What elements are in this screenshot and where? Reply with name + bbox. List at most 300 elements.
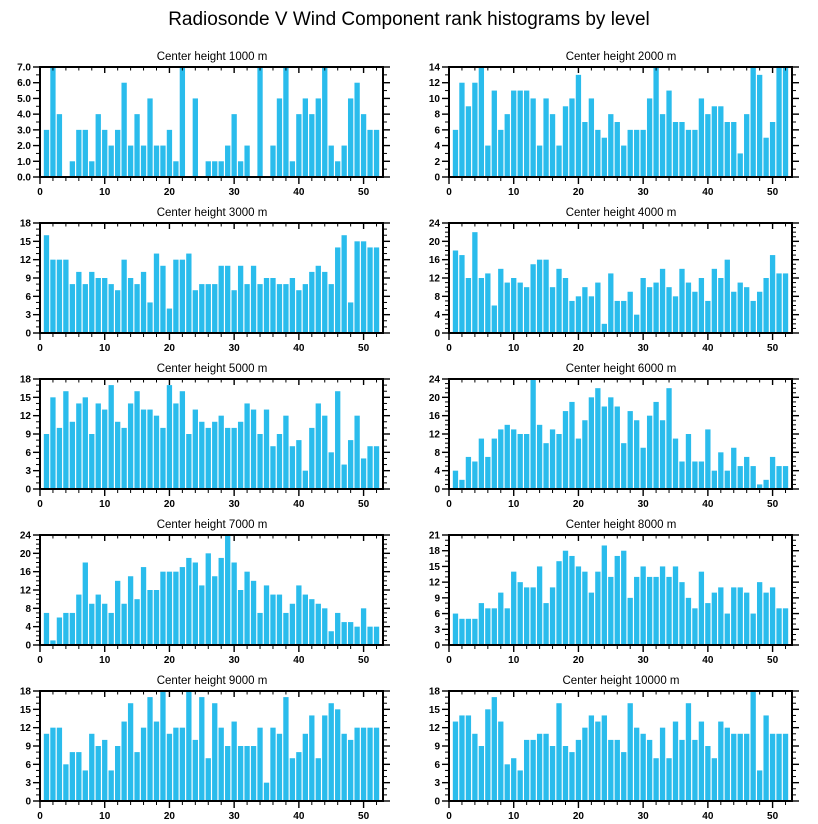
x-tick-label: 30 [637, 499, 649, 510]
bar [556, 146, 561, 177]
bar [608, 577, 613, 645]
x-tick-label: 30 [228, 187, 240, 198]
bar [537, 425, 542, 489]
bar [718, 452, 723, 489]
histogram-4000m [409, 203, 818, 359]
subplot-title-9000m: Center height 9000 m [156, 675, 268, 687]
bar [647, 98, 652, 177]
y-tick-label: 0 [25, 328, 31, 340]
bar [270, 728, 275, 801]
bar [621, 301, 626, 333]
bar [296, 114, 301, 177]
bar [705, 746, 710, 801]
bar [367, 627, 372, 645]
bar [154, 590, 159, 645]
y-tick-label: 20 [428, 392, 440, 404]
bar [576, 75, 581, 177]
y-tick-label: 24 [428, 218, 440, 230]
bar [763, 480, 768, 489]
bar [660, 728, 665, 801]
x-tick-label: 30 [637, 655, 649, 666]
y-tick-label: 16 [19, 567, 31, 579]
bar [102, 410, 107, 489]
histogram-plot-10000m [429, 687, 799, 823]
bar [666, 91, 671, 177]
bar [329, 284, 334, 333]
bar [83, 130, 88, 177]
x-tick-label: 20 [572, 499, 584, 510]
bar [348, 622, 353, 645]
bar [712, 471, 717, 489]
bar [180, 67, 185, 177]
bar [524, 434, 529, 489]
bar [641, 566, 646, 645]
bar [244, 572, 249, 645]
bar [232, 563, 237, 646]
bar [602, 545, 607, 645]
bar [173, 403, 178, 489]
bar [160, 428, 165, 489]
bar [70, 752, 75, 801]
bar [367, 247, 372, 333]
bar [705, 603, 710, 645]
bar [647, 740, 652, 801]
y-tick-label: 16 [428, 255, 440, 267]
x-tick-label: 10 [508, 811, 520, 822]
bar [589, 397, 594, 489]
bar [134, 599, 139, 645]
bar [543, 443, 548, 489]
subplot-title-2000m: Center height 2000 m [565, 51, 677, 63]
x-tick-label: 30 [228, 343, 240, 354]
bar [134, 284, 139, 333]
bar [744, 114, 749, 177]
bar [102, 604, 107, 645]
histogram-plot-5000m [20, 375, 390, 511]
bar [666, 577, 671, 645]
y-tick-label: 20 [428, 236, 440, 248]
bar [193, 98, 198, 177]
bar [134, 752, 139, 801]
bar [316, 266, 321, 333]
bar [193, 740, 198, 801]
bar [699, 462, 704, 490]
bar [361, 458, 366, 489]
bar [277, 434, 282, 489]
x-tick-label: 30 [637, 187, 649, 198]
y-tick-label: 15 [19, 236, 31, 248]
bar [160, 691, 165, 801]
bar [186, 558, 191, 645]
bar [322, 715, 327, 801]
bar [128, 278, 133, 333]
bar [621, 443, 626, 489]
y-tick-label: 12 [19, 585, 31, 597]
bar [530, 264, 535, 333]
bar [653, 758, 658, 801]
bar [128, 703, 133, 801]
bar [121, 83, 126, 177]
bar [44, 734, 49, 801]
bar [485, 146, 490, 177]
bar [160, 146, 165, 177]
x-tick-label: 0 [37, 655, 43, 666]
x-tick-label: 0 [446, 499, 452, 510]
bar [459, 619, 464, 645]
bar [141, 410, 146, 489]
bar [167, 734, 172, 801]
y-tick-label: 0 [434, 484, 440, 496]
bar [348, 740, 353, 801]
bar [718, 106, 723, 177]
bar [102, 130, 107, 177]
bar [342, 235, 347, 333]
bar [89, 604, 94, 645]
bar [225, 535, 230, 645]
x-tick-label: 10 [508, 343, 520, 354]
x-tick-label: 30 [228, 811, 240, 822]
bar [354, 416, 359, 489]
bar [128, 576, 133, 645]
bar [147, 590, 152, 645]
bar [524, 91, 529, 177]
bar [115, 290, 120, 333]
bar [141, 146, 146, 177]
bar [576, 296, 581, 333]
bar [70, 613, 75, 645]
bar [472, 232, 477, 333]
bar [686, 703, 691, 801]
bar [466, 457, 471, 489]
bar [518, 770, 523, 801]
bar [57, 618, 62, 646]
bar [238, 161, 243, 177]
y-tick-label: 3.0 [17, 125, 31, 137]
bar [167, 309, 172, 333]
x-tick-label: 10 [99, 811, 111, 822]
histogram-6000m [409, 359, 818, 515]
bar [738, 283, 743, 333]
bar [738, 153, 743, 177]
bar [219, 161, 224, 177]
y-tick-label: 16 [428, 411, 440, 423]
y-tick-label: 18 [19, 374, 31, 386]
x-tick-label: 50 [358, 811, 370, 822]
bar [472, 83, 477, 177]
y-tick-label: 3 [25, 310, 31, 322]
bar [595, 388, 600, 489]
bar [550, 587, 555, 645]
bar [492, 439, 497, 489]
y-tick-label: 20 [19, 548, 31, 560]
bar [576, 439, 581, 489]
bar [361, 608, 366, 645]
bar [731, 448, 736, 489]
bar [518, 283, 523, 333]
bar [342, 734, 347, 801]
bar [109, 613, 114, 645]
bar [303, 734, 308, 801]
bar [342, 622, 347, 645]
bar [219, 728, 224, 801]
histogram-plot-4000m [429, 219, 799, 355]
y-tick-label: 12 [19, 723, 31, 735]
bar [634, 420, 639, 489]
x-tick-label: 10 [99, 655, 111, 666]
bar [679, 582, 684, 645]
bar [705, 114, 710, 177]
bar [206, 428, 211, 489]
bar [563, 278, 568, 333]
bar [472, 462, 477, 490]
bar [244, 284, 249, 333]
bar [589, 98, 594, 177]
bar [770, 457, 775, 489]
bar [582, 728, 587, 801]
histogram-1000m [0, 47, 409, 203]
y-tick-label: 15 [428, 561, 440, 573]
bar [89, 734, 94, 801]
bar [219, 266, 224, 333]
y-tick-label: 8 [434, 447, 440, 459]
bar [641, 130, 646, 177]
bar [751, 301, 756, 333]
bar [96, 278, 101, 333]
y-tick-label: 0 [434, 328, 440, 340]
bar [666, 758, 671, 801]
bar [173, 728, 178, 801]
y-tick-label: 3 [25, 778, 31, 790]
bar [367, 130, 372, 177]
bar [699, 98, 704, 177]
bar [725, 260, 730, 333]
bar [270, 278, 275, 333]
bar [96, 595, 101, 645]
bar [498, 429, 503, 489]
bar [569, 752, 574, 801]
bar [453, 471, 458, 489]
bar [563, 411, 568, 489]
bar [673, 296, 678, 333]
bar [679, 122, 684, 177]
bar [296, 752, 301, 801]
bar [251, 410, 256, 489]
bar [109, 770, 114, 801]
bar [770, 587, 775, 645]
bar [537, 566, 542, 645]
bar [322, 416, 327, 489]
y-tick-label: 8 [434, 109, 440, 121]
bar [257, 728, 262, 801]
y-tick-label: 0 [434, 172, 440, 184]
bar [563, 106, 568, 177]
bar [628, 292, 633, 333]
bar [692, 608, 697, 645]
bar [167, 130, 172, 177]
bar [453, 722, 458, 801]
bar [530, 740, 535, 801]
bar [641, 734, 646, 801]
histogram-5000m [0, 359, 409, 515]
bar [647, 287, 652, 333]
bar [225, 146, 230, 177]
bar [770, 734, 775, 801]
y-tick-label: 9 [25, 273, 31, 285]
bar [180, 567, 185, 645]
bar [459, 83, 464, 177]
bar [83, 563, 88, 646]
bar [569, 402, 574, 489]
bar [296, 585, 301, 645]
bar [757, 582, 762, 645]
bar [76, 130, 81, 177]
bar [154, 254, 159, 333]
bar [296, 440, 301, 489]
bar [361, 241, 366, 333]
bar [115, 422, 120, 489]
bar [167, 385, 172, 489]
x-tick-label: 10 [508, 499, 520, 510]
y-tick-label: 4.0 [17, 109, 31, 121]
bar [615, 301, 620, 333]
bar [264, 585, 269, 645]
x-tick-label: 0 [446, 655, 452, 666]
bar [44, 235, 49, 333]
bar [686, 598, 691, 645]
bar [206, 553, 211, 645]
bar [102, 740, 107, 801]
bar [511, 91, 516, 177]
x-tick-label: 20 [572, 655, 584, 666]
bar [76, 272, 81, 333]
bar [660, 269, 665, 333]
bar [109, 385, 114, 489]
bar [582, 572, 587, 645]
y-tick-label: 6 [434, 759, 440, 771]
bar [751, 466, 756, 489]
bar [212, 576, 217, 645]
bar [374, 627, 379, 645]
bar [206, 284, 211, 333]
bar [361, 728, 366, 801]
y-tick-label: 6.0 [17, 78, 31, 90]
bar [290, 161, 295, 177]
bar [751, 67, 756, 177]
bar [628, 703, 633, 801]
x-tick-label: 20 [572, 811, 584, 822]
bar [725, 728, 730, 801]
x-tick-label: 40 [293, 811, 305, 822]
bar [641, 278, 646, 333]
bar [751, 691, 756, 801]
bar [679, 740, 684, 801]
histogram-10000m [409, 671, 818, 824]
bar [57, 114, 62, 177]
bar [257, 67, 262, 177]
bar [602, 715, 607, 801]
bar [283, 67, 288, 177]
bar [348, 440, 353, 489]
bar [595, 130, 600, 177]
bar [109, 146, 114, 177]
bar [453, 130, 458, 177]
bar [232, 722, 237, 801]
bar [556, 434, 561, 489]
bar [543, 603, 548, 645]
histogram-plot-8000m [429, 531, 799, 667]
y-tick-label: 6 [25, 447, 31, 459]
bar [83, 284, 88, 333]
bar [335, 247, 340, 333]
bar [783, 67, 788, 177]
bar [653, 283, 658, 333]
bar [44, 130, 49, 177]
bar [511, 278, 516, 333]
bar [763, 715, 768, 801]
y-tick-label: 12 [428, 723, 440, 735]
bar [705, 301, 710, 333]
bar [83, 397, 88, 489]
bar [309, 715, 314, 801]
bar [212, 422, 217, 489]
bar [466, 715, 471, 801]
bar [290, 446, 295, 489]
bar [666, 287, 671, 333]
y-tick-label: 21 [428, 530, 440, 542]
y-tick-label: 9 [434, 741, 440, 753]
bar [96, 403, 101, 489]
bar [342, 465, 347, 489]
bar [524, 740, 529, 801]
y-tick-label: 4 [25, 622, 31, 634]
bar [459, 715, 464, 801]
bar [543, 260, 548, 333]
bar [699, 572, 704, 645]
bar [485, 608, 490, 645]
bar [744, 593, 749, 645]
bar [76, 752, 81, 801]
y-tick-label: 9 [25, 429, 31, 441]
bar [479, 67, 484, 177]
bar [783, 273, 788, 333]
bar [524, 587, 529, 645]
x-tick-label: 0 [37, 343, 43, 354]
bar [329, 631, 334, 645]
bar [180, 391, 185, 489]
bar [712, 106, 717, 177]
bar [173, 161, 178, 177]
bar [199, 284, 204, 333]
x-tick-label: 20 [163, 187, 175, 198]
bar [50, 260, 55, 333]
bar [763, 593, 768, 645]
histogram-plot-1000m [17, 63, 390, 199]
x-tick-label: 50 [358, 343, 370, 354]
bar [692, 740, 697, 801]
bar [615, 740, 620, 801]
bar [602, 324, 607, 333]
y-tick-label: 2 [434, 156, 440, 168]
bar [121, 428, 126, 489]
bar [511, 429, 516, 489]
bar [70, 161, 75, 177]
bar [453, 251, 458, 334]
bar [134, 391, 139, 489]
bar [518, 582, 523, 645]
bar [634, 728, 639, 801]
bar [634, 315, 639, 333]
y-tick-label: 24 [19, 530, 31, 542]
